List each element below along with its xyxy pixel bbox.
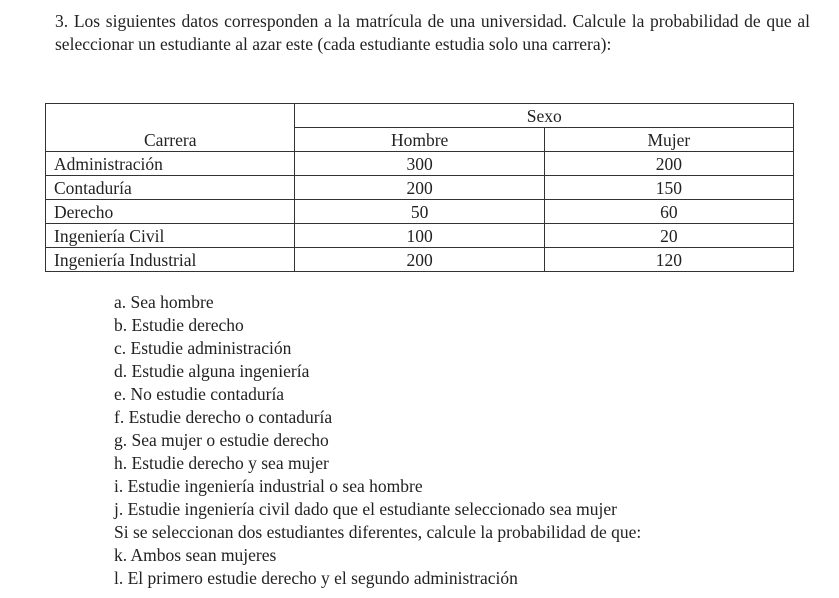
question-item: a. Sea hombre — [114, 292, 214, 312]
cell-carrera: Administración — [46, 152, 295, 176]
cell-carrera: Derecho — [46, 200, 295, 224]
column-header-mujer: Mujer — [544, 128, 793, 152]
question-intro: Si se seleccionan dos estudiantes diferentes, calcule la probabilidad de que: — [114, 522, 642, 542]
question-item: e. No estudie contaduría — [114, 384, 285, 404]
problem-statement: 3. Los siguientes datos corresponden a la matrícula de una universidad. Calcule la probabilidad de que al seleccionar un estudiante al azar este (cada estudiante estudia solo una carrera): — [55, 11, 810, 54]
question-item: l. El primero estudie derecho y el segundo administración — [114, 568, 518, 588]
question-item: i. Estudie ingeniería industrial o sea hombre — [114, 476, 423, 496]
table-row — [46, 176, 794, 200]
cell-hombre: 300 — [295, 152, 544, 176]
cell-carrera: Contaduría — [46, 176, 295, 200]
enrollment-table — [45, 103, 794, 272]
table-header-row — [46, 104, 794, 128]
question-list — [114, 291, 641, 590]
table-row — [46, 224, 794, 248]
question-item: j. Estudie ingeniería civil dado que el estudiante seleccionado sea mujer — [114, 499, 617, 519]
cell-hombre: 100 — [295, 224, 544, 248]
question-item: d. Estudie alguna ingeniería — [114, 361, 310, 381]
cell-mujer: 60 — [544, 200, 793, 224]
table-row — [46, 248, 794, 272]
question-item: g. Sea mujer o estudie derecho — [114, 430, 329, 450]
column-header-hombre: Hombre — [295, 128, 544, 152]
cell-mujer: 20 — [544, 224, 793, 248]
column-header-carrera: Carrera — [46, 104, 295, 152]
cell-hombre: 50 — [295, 200, 544, 224]
cell-hombre: 200 — [295, 248, 544, 272]
question-item: c. Estudie administración — [114, 338, 292, 358]
question-item: b. Estudie derecho — [114, 315, 244, 335]
cell-carrera: Ingeniería Civil — [46, 224, 295, 248]
cell-mujer: 120 — [544, 248, 793, 272]
cell-carrera: Ingeniería Industrial — [46, 248, 295, 272]
cell-mujer: 150 — [544, 176, 793, 200]
question-item: k. Ambos sean mujeres — [114, 545, 277, 565]
question-item: f. Estudie derecho o contaduría — [114, 407, 333, 427]
column-group-sexo: Sexo — [295, 104, 794, 128]
table-row — [46, 152, 794, 176]
question-item: h. Estudie derecho y sea mujer — [114, 453, 329, 473]
table-row — [46, 200, 794, 224]
cell-mujer: 200 — [544, 152, 793, 176]
cell-hombre: 200 — [295, 176, 544, 200]
